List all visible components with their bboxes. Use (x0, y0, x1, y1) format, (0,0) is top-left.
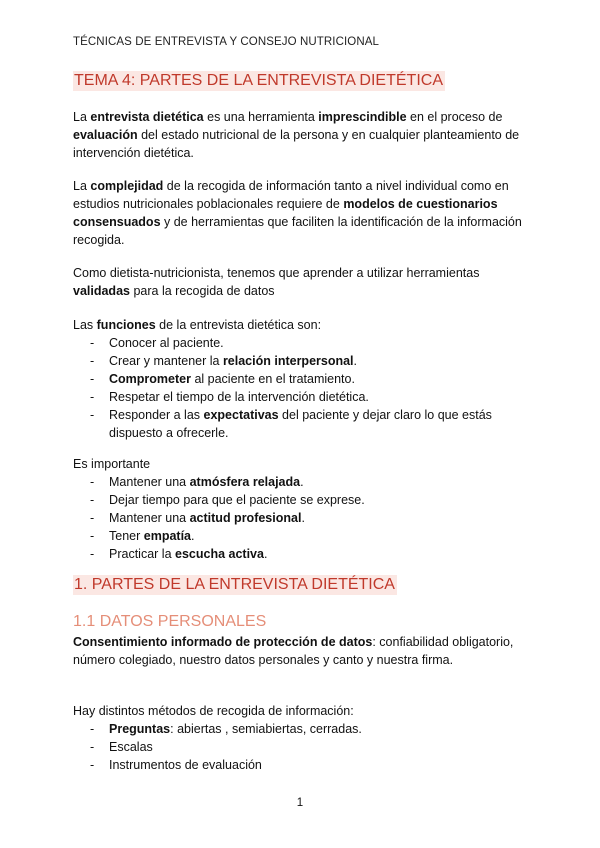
text-run: es una herramienta (203, 110, 319, 124)
functions-list (73, 334, 533, 442)
page-header: TÉCNICAS DE ENTREVISTA Y CONSEJO NUTRICIONAL (73, 36, 380, 48)
text-run: La (73, 110, 91, 124)
page-number: 1 (296, 797, 304, 809)
text-run: La (73, 179, 91, 193)
text-run: Es importante (73, 457, 151, 471)
text-run: . (300, 475, 304, 489)
text-run: Escalas (109, 740, 153, 754)
text-run: Las (73, 318, 97, 332)
list-item (73, 388, 533, 406)
section-heading-1-1: 1.1 DATOS PERSONALES (73, 613, 267, 630)
bold-text: complejidad (90, 179, 164, 193)
text-run: Dejar tiempo para que el paciente se exprese. (109, 493, 365, 507)
paragraph-functions (73, 316, 533, 334)
list-item (73, 406, 533, 442)
list-item (73, 491, 533, 509)
bold-text: atmósfera relajada (189, 475, 301, 489)
text-run: Tener (109, 529, 144, 543)
text-run: . (263, 547, 268, 561)
paragraph-methods (73, 702, 533, 720)
list-item (73, 756, 533, 774)
text-run: . (353, 354, 358, 368)
bold-text: validadas (73, 284, 130, 298)
text-run: Practicar la (109, 547, 175, 561)
text-run: de la recogida de información tanto a nivel individual como en estudios nutricionales poblacionales requiere de (73, 179, 509, 211)
bold-text: evaluación (73, 128, 138, 142)
bold-text: Consentimiento informado de protección de datos (73, 635, 373, 649)
paragraph-tools (73, 264, 533, 300)
text-run: del paciente y dejar claro lo que estás dispuesto a ofrecerle. (109, 408, 492, 440)
paragraph-complexity (73, 177, 533, 249)
list-item (73, 473, 533, 491)
bold-text: modelos de cuestionarios consensuados (73, 197, 498, 229)
text-run: Responder a las (109, 408, 204, 422)
list-item (73, 720, 533, 738)
paragraph-intro (73, 108, 533, 162)
list-item (73, 509, 533, 527)
list-item (73, 545, 533, 563)
list-item (73, 352, 533, 370)
list-item (73, 738, 533, 756)
list-item (73, 527, 533, 545)
text-run: : abiertas , semiabiertas, cerradas. (170, 722, 362, 736)
text-run: Respetar el tiempo de la intervención dietética. (109, 390, 369, 404)
text-run: Conocer al paciente. (109, 336, 224, 350)
section-heading-1: 1. PARTES DE LA ENTREVISTA DIETÉTICA (74, 576, 395, 593)
list-item (73, 370, 533, 388)
bold-text: entrevista dietética (90, 110, 204, 124)
text-run: de la entrevista dietética son: (155, 318, 322, 332)
text-run: . (191, 529, 195, 543)
text-run: Mantener una (109, 475, 190, 489)
bold-text: Preguntas (109, 722, 171, 736)
document-title: TEMA 4: PARTES DE LA ENTREVISTA DIETÉTICA (74, 72, 443, 89)
paragraph-consent (73, 633, 533, 669)
bold-text: expectativas (203, 408, 279, 422)
text-run: Crear y mantener la (109, 354, 223, 368)
bold-text: relación interpersonal (222, 354, 354, 368)
important-list (73, 473, 533, 563)
list-item (73, 334, 533, 352)
bold-text: actitud profesional (189, 511, 302, 525)
text-run: : confiabilidad obligatorio, número colegiado, nuestro datos personales y canto y nuestra firma. (73, 635, 514, 667)
bold-text: funciones (96, 318, 156, 332)
text-run: y de herramientas que faciliten la identificación de la información recogida. (73, 215, 522, 247)
bold-text: Comprometer (109, 372, 191, 386)
text-run: Instrumentos de evaluación (109, 758, 262, 772)
text-run: Hay distintos métodos de recogida de información: (73, 704, 354, 718)
text-run: en el proceso de (406, 110, 503, 124)
bold-text: imprescindible (318, 110, 407, 124)
text-run: Como dietista-nutricionista, tenemos que aprender a utilizar herramientas (73, 266, 480, 280)
bold-text: empatía (143, 529, 191, 543)
text-run: Mantener una (109, 511, 190, 525)
text-run: para la recogida de datos (129, 284, 275, 298)
bold-text: escucha activa (175, 547, 264, 561)
paragraph-important (73, 455, 533, 473)
methods-list (73, 720, 533, 774)
text-run: al paciente en el tratamiento. (190, 372, 355, 386)
text-run: del estado nutricional de la persona y en cualquier planteamiento de intervención dietética. (73, 128, 520, 160)
text-run: . (301, 511, 305, 525)
